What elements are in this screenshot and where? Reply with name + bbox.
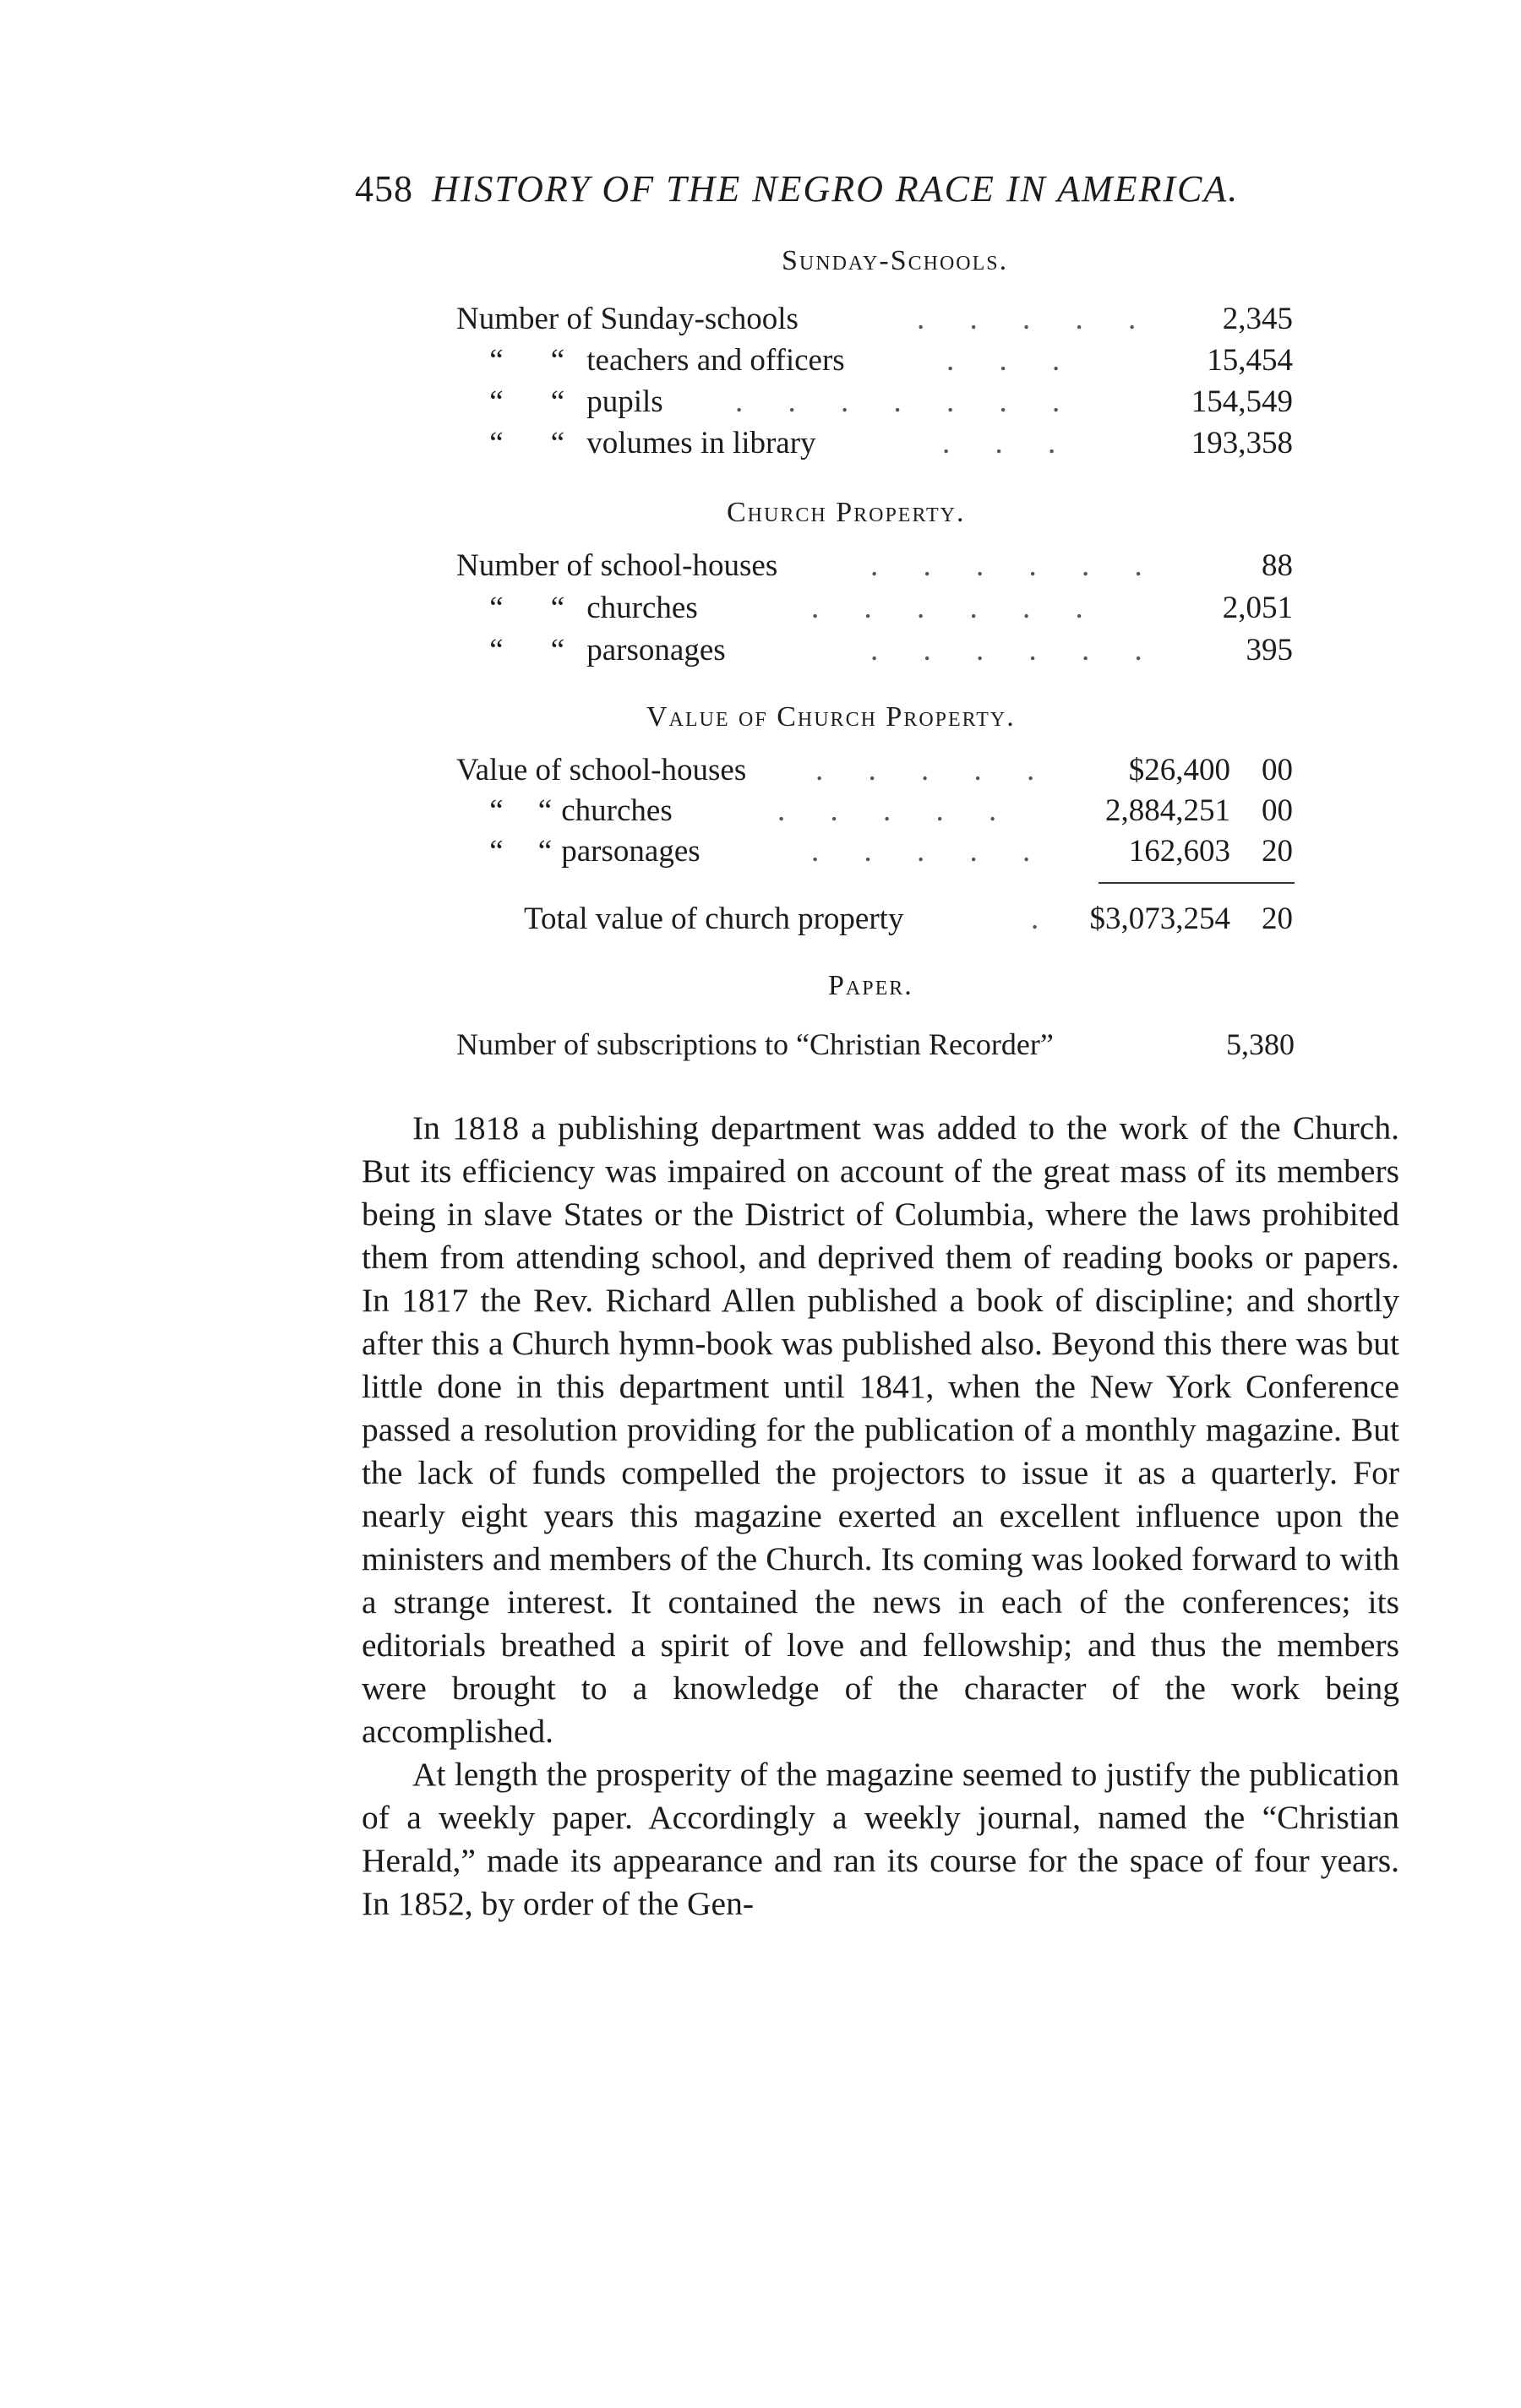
row-label: “ “ volumes in library <box>489 426 816 460</box>
leader-dots: . . . <box>942 426 1075 460</box>
section-heading-sunday-schools: Sunday-Schools. <box>782 245 1009 276</box>
page-number: 458 <box>355 168 413 210</box>
leader-dots: . . . <box>946 343 1079 378</box>
table-row <box>456 752 1293 794</box>
paragraph: In 1818 a publishing department was added to the work of the Church. But its efficiency was impaired on account of the great mass of its members being in slave States or the District of Columbia, where the laws prohibited them from attending school, and deprived them of reading books or papers. In 1817 the Rev. Richard Allen published a book of discipline; and shortly after this a Church hymn-book was published also. Beyond this there was but little done in this department until 1841, when the New York Conference passed a resolution providing for the publication of a monthly magazine. But the lack of funds compelled the projectors to issue it as a quarterly. For nearly eight years this magazine exerted an excellent influence upon the ministers and members of the Church. Its coming was looked forward to with a strange interest. It contained the news in each of the conferences; its editorials breathed a spirit of love and fellowship; and thus the members were brought to a knowledge of the character of the work being accomplished. <box>362 1109 1399 1750</box>
row-value: 193,358 <box>1191 426 1293 460</box>
body-text <box>362 1107 1399 1926</box>
row-label: Number of Sunday-schools <box>456 302 799 336</box>
table-row <box>456 425 1293 467</box>
leader-dots: . . . . . <box>777 793 1016 828</box>
row-label: “ “ parsonages <box>489 633 726 667</box>
row-label: Number of school-houses <box>456 548 778 583</box>
leader-dots: . . . . . <box>815 753 1054 787</box>
leader-dots: . . . . . <box>917 302 1155 336</box>
leader-dots: . . . . . <box>811 834 1049 869</box>
section-heading-church-property: Church Property. <box>727 497 966 528</box>
total-label: Total value of church property <box>524 902 904 936</box>
row-value: 154,549 <box>1191 384 1293 419</box>
table-row <box>456 342 1293 384</box>
running-head <box>355 167 1239 210</box>
section-heading-paper: Paper. <box>828 970 913 1001</box>
table-row <box>456 793 1293 835</box>
table-row <box>456 632 1293 674</box>
row-value: 162,603 20 <box>1128 834 1293 869</box>
row-label: “ “ parsonages <box>489 834 701 869</box>
row-label: Value of school-houses <box>456 753 747 787</box>
section-heading-value-of-church-property: Value of Church Property. <box>646 701 1016 733</box>
row-label: “ “ churches <box>489 793 673 828</box>
table-row <box>456 548 1293 590</box>
table-row <box>456 833 1293 875</box>
table-row <box>456 384 1293 426</box>
leader-dots: . . . . . . <box>811 591 1102 625</box>
leader-dots: . <box>1031 902 1039 936</box>
row-label: “ “ teachers and officers <box>489 343 845 378</box>
leader-dots: . . . . . . . <box>735 384 1079 419</box>
paper-value: 5,380 <box>1226 1027 1295 1061</box>
row-value: 15,454 <box>1207 343 1293 378</box>
paper-row <box>456 1027 1295 1062</box>
paragraph: At length the prosperity of the magazine seemed to justify the publication of a weekly paper. Accordingly a weekly journal, named the “Christian Herald,” made its appearance and ran its course for the space of four years. In 1852, by order of the Gen- <box>362 1756 1399 1922</box>
leader-dots: . . . . . . <box>870 548 1161 583</box>
row-label: “ “ pupils <box>489 384 663 419</box>
table-row <box>456 301 1293 343</box>
row-value: 2,345 <box>1222 302 1293 336</box>
row-value: 395 <box>1246 633 1293 667</box>
row-value: $26,400 00 <box>1128 753 1293 787</box>
row-value: 2,051 <box>1222 591 1293 625</box>
table-row <box>456 590 1293 632</box>
row-value: 2,884,251 00 <box>1105 793 1293 828</box>
row-label: “ “ churches <box>489 591 698 625</box>
total-value: $3,073,254 20 <box>1089 902 1293 936</box>
sum-rule <box>1098 882 1295 884</box>
running-title: HISTORY OF THE NEGRO RACE IN AMERICA. <box>432 168 1240 210</box>
total-row <box>524 901 1293 943</box>
paper-label: Number of subscriptions to “Christian Recorder” <box>456 1027 1054 1061</box>
row-value: 88 <box>1262 548 1293 583</box>
leader-dots: . . . . . . <box>870 633 1161 667</box>
